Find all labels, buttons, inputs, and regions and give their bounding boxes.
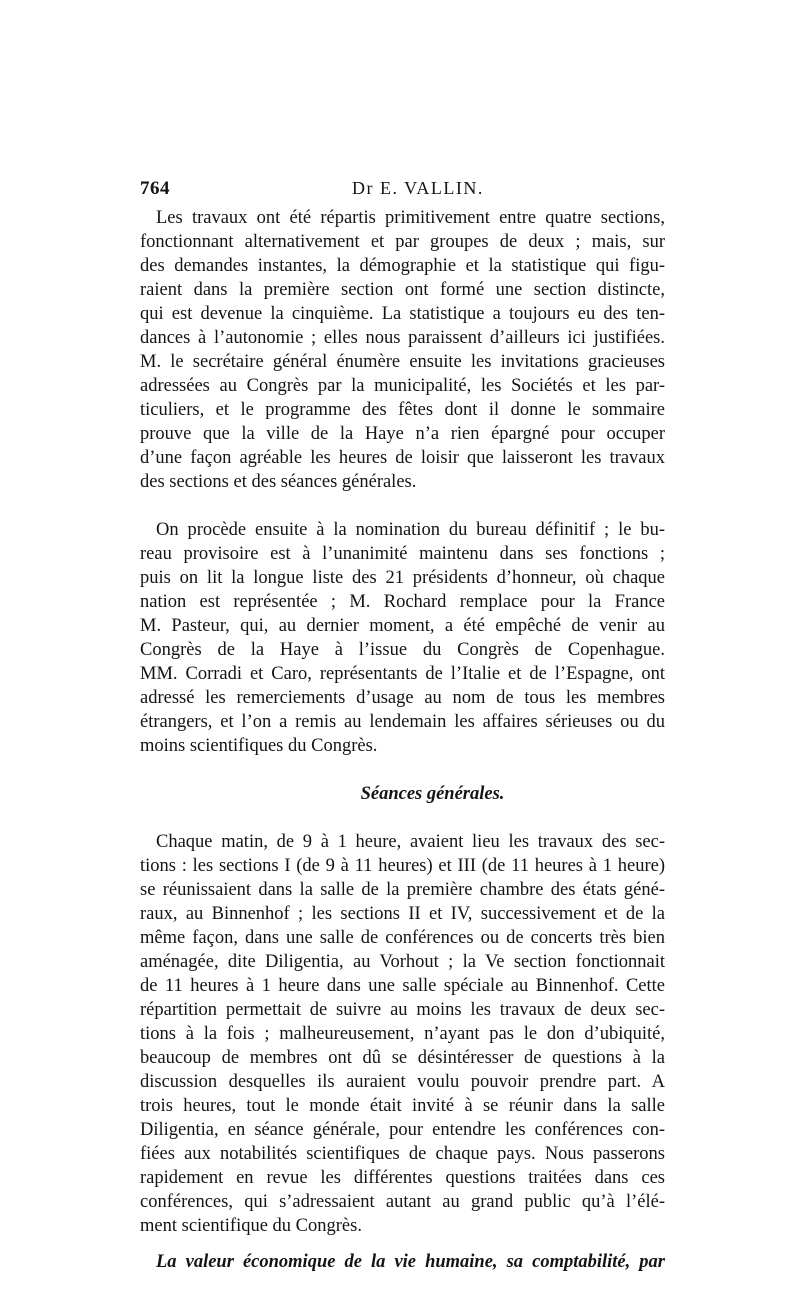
text-line: raient dans la première section ont formé une section distincte, [140, 280, 665, 300]
section-heading: Séances générales. [360, 784, 505, 804]
text-line: qui est devenue la cinquième. La statistique a toujours eu des ten- [140, 304, 665, 324]
text-line: des demandes instantes, la démographie et la statistique qui figu- [140, 256, 665, 276]
page-number: 764 [140, 178, 170, 199]
text-line: ment scientifique du Congrès. [140, 1216, 362, 1236]
text-line: des sections et des séances générales. [140, 472, 417, 492]
text-line: On procède ensuite à la nomination du bureau définitif ; le bu- [156, 520, 665, 540]
text-line: répartition permettait de suivre au moins les travaux de deux sec- [140, 1000, 665, 1020]
text-line: MM. Corradi et Caro, représentants de l’Italie et de l’Espagne, ont [140, 664, 665, 684]
text-line: Les travaux ont été répartis primitivement entre quatre sections, [156, 208, 665, 228]
text-line: d’une façon agréable les heures de loisir que laisseront les travaux [140, 448, 665, 468]
text-line: reau provisoire est à l’unanimité maintenu dans ses fonctions ; [140, 544, 665, 564]
text-line: raux, au Binnenhof ; les sections II et IV, successivement et de la [140, 904, 665, 924]
text-line: trois heures, tout le monde était invité à se réunir dans la salle [140, 1096, 665, 1116]
text-line: Diligentia, en séance générale, pour entendre les conférences con- [140, 1120, 665, 1140]
text-line: rapidement en revue les différentes questions traitées dans ces [140, 1168, 665, 1188]
running-head-author: Dr E. VALLIN. [352, 178, 484, 198]
paragraph-seances [140, 830, 665, 1238]
text-line: conférences, qui s’adressaient autant au grand public qu’à l’élé- [140, 1192, 665, 1212]
text-line: fiées aux notabilités scientifiques de chaque pays. Nous passerons [140, 1144, 665, 1164]
text-line: Chaque matin, de 9 à 1 heure, avaient lieu les travaux des sec- [156, 832, 665, 852]
running-head [140, 178, 665, 202]
text-line: M. Pasteur, qui, au dernier moment, a été empêché de venir au [140, 616, 665, 636]
text-line: aménagée, dite Diligentia, au Vorhout ; la Ve section fonctionnait [140, 952, 665, 972]
text-line: fonctionnant alternativement et par groupes de deux ; mais, sur [140, 232, 665, 252]
text-line: adressées au Congrès par la municipalité, les Sociétés et les par- [140, 376, 665, 396]
text-line: moins scientifiques du Congrès. [140, 736, 378, 756]
text-line: de 11 heures à 1 heure dans une salle spéciale au Binnenhof. Cette [140, 976, 665, 996]
paragraph-gap [140, 1238, 665, 1250]
paragraph-valeur [140, 1250, 665, 1274]
paragraph-gap [140, 806, 665, 830]
text-line: dances à l’autonomie ; elles nous paraissent d’ailleurs ici justifiées. [140, 328, 665, 348]
text-line: étrangers, et l’on a remis au lendemain les affaires sérieuses ou du [140, 712, 665, 732]
text-line: M. le secrétaire général énumère ensuite les invitations gracieuses [140, 352, 665, 372]
paragraph-bureau [140, 518, 665, 758]
text-line: Congrès de la Haye à l’issue du Congrès de Copenhague. [140, 640, 665, 660]
text-line: se réunissaient dans la salle de la première chambre des états géné- [140, 880, 665, 900]
text-line: prouve que la ville de la Haye n’a rien épargné pour occuper [140, 424, 665, 444]
text-line: puis on lit la longue liste des 21 présidents d’honneur, où chaque [140, 568, 665, 588]
text-line: beaucoup de membres ont dû se désintéresser de questions à la [140, 1048, 665, 1068]
text-line: nation est représentée ; M. Rochard remplace pour la France [140, 592, 665, 612]
text-line: adressé les remerciements d’usage au nom de tous les membres [140, 688, 665, 708]
text-line: tions à la fois ; malheureusement, n’ayant pas le don d’ubiquité, [140, 1024, 665, 1044]
text-line: discussion desquelles ils auraient voulu pouvoir prendre part. A [140, 1072, 665, 1092]
paragraph-sections [140, 206, 665, 494]
paragraph-gap [140, 494, 665, 518]
text-line: La valeur économique de la vie humaine, sa comptabilité, par [156, 1252, 665, 1272]
text-line: ticuliers, et le programme des fêtes dont il donne le sommaire [140, 400, 665, 420]
text-line: tions : les sections I (de 9 à 11 heures) et III (de 11 heures à 1 heure) [140, 856, 665, 876]
text-line: même façon, dans une salle de conférences ou de concerts très bien [140, 928, 665, 948]
paragraph-gap [140, 758, 665, 782]
body-text [140, 206, 665, 1274]
